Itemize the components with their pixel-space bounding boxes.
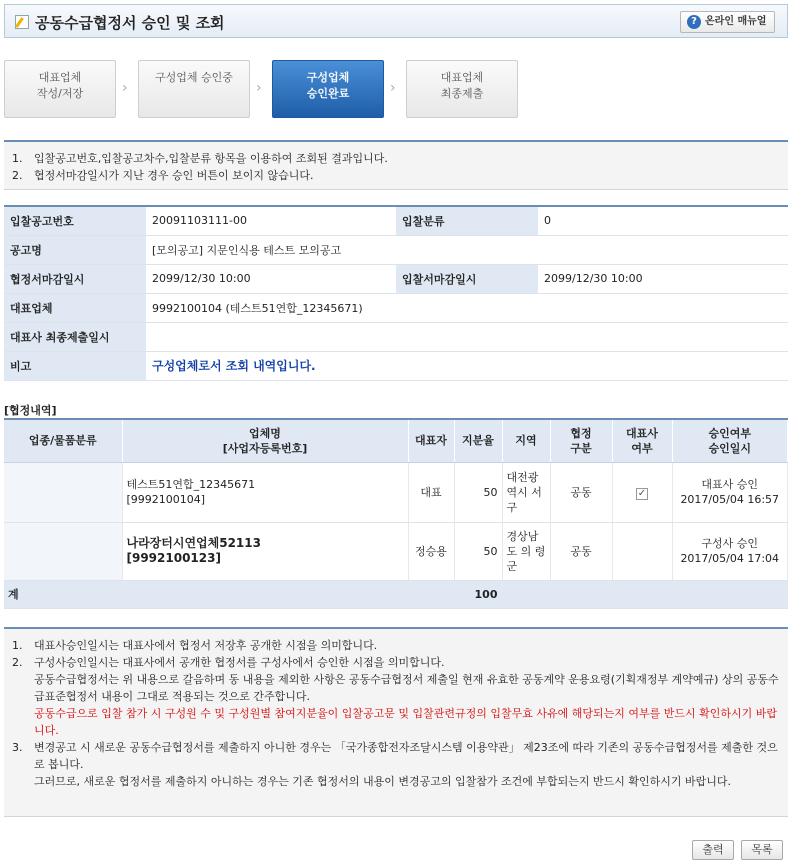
cell-type: 공동 [550, 462, 612, 522]
col-company [122, 419, 408, 462]
col-type-line2: 구분 [570, 441, 592, 455]
col-approval-line1: 승인여부 [708, 426, 751, 440]
notice-item [12, 739, 780, 773]
notice-item [12, 654, 780, 671]
notice-name-value: [모의공고] 지문인식용 테스트 모의공고 [146, 235, 788, 264]
notice-number [12, 705, 34, 739]
total-row [4, 580, 788, 608]
table-row [4, 462, 788, 522]
cell-share: 50 [454, 522, 502, 580]
rep-company-label: 대표업체 [4, 293, 146, 322]
online-manual-button[interactable] [680, 11, 775, 33]
agreement-table [4, 418, 788, 609]
total-share: 100 [454, 580, 502, 608]
cell-category [4, 462, 122, 522]
cell-category [4, 522, 122, 580]
notice-bottom [4, 627, 788, 817]
approval-status: 대표사 승인 [701, 478, 759, 491]
help-icon: ? [687, 15, 701, 29]
col-type [550, 419, 612, 462]
cell-region: 대전광 역시 서구 [502, 462, 550, 522]
page-title: 공동수급협정서 승인 및 조회 [35, 14, 225, 32]
bid-deadline-value: 2099/12/30 10:00 [538, 264, 788, 293]
pencil-icon [15, 15, 29, 29]
page-header [4, 4, 788, 38]
step-label: 승인완료 [306, 87, 350, 100]
total-empty [550, 580, 612, 608]
rep-checkbox[interactable]: ✓ [637, 487, 647, 499]
notice-number: 2. [12, 656, 23, 669]
total-empty [122, 580, 408, 608]
bid-no-label: 입찰공고번호 [4, 206, 146, 235]
notice-number: 1. [12, 639, 23, 652]
step-rep-final-submit [406, 60, 518, 118]
notice-top [4, 140, 788, 190]
notice-text: 입찰공고번호,입찰공고차수,입찰분류 항목을 이용하여 조회된 결과입니다. [34, 152, 388, 165]
cell-rep [612, 462, 672, 522]
cell-share: 50 [454, 462, 502, 522]
cell-ceo: 대표 [408, 462, 454, 522]
notice-item [12, 167, 780, 184]
bid-info-table [4, 205, 788, 381]
col-category: 업종/물품분류 [4, 419, 122, 462]
bid-class-label: 입찰분류 [396, 206, 538, 235]
table-row [4, 522, 788, 580]
progress-steps [4, 60, 788, 120]
notice-text: 구성사승인일시는 대표사에서 공개한 협정서를 구성사에서 승인한 시점을 의미합니다. [34, 656, 445, 669]
notice-text: 대표사승인일시는 대표사에서 협정서 저장후 공개한 시점을 의미합니다. [34, 639, 378, 652]
col-share: 지분율 [454, 419, 502, 462]
chevron-right-icon: › [122, 80, 128, 96]
agreement-deadline-label: 협정서마감일시 [4, 264, 146, 293]
total-label: 계 [4, 580, 122, 608]
step-label: 대표업체 [38, 71, 82, 84]
notice-text: 공동수급협정서는 위 내용으로 갈음하며 동 내용을 제외한 사항은 공동수급협정서 제출일 현재 유효한 공동계약 운용요령(기획재정부 계약예규) 상의 공동수급표준협정서 내용이 그대로 적용되는 것으로 간주합니다. [34, 673, 779, 703]
step-label: 구성업체 [306, 71, 350, 84]
agreement-deadline-value: 2099/12/30 10:00 [146, 264, 396, 293]
remark-label: 비고 [4, 351, 146, 380]
chevron-right-icon: › [390, 80, 396, 96]
step-label: 최종제출 [440, 87, 484, 100]
bid-deadline-label: 입찰서마감일시 [396, 264, 538, 293]
col-ceo: 대표자 [408, 419, 454, 462]
notice-name-label: 공고명 [4, 235, 146, 264]
notice-item [12, 150, 780, 167]
company-name: 나라장터시연업체52113 [126, 536, 261, 550]
print-button[interactable]: 출력 [692, 840, 734, 860]
cell-approval [672, 462, 788, 522]
list-button[interactable]: 목록 [741, 840, 783, 860]
total-empty [672, 580, 788, 608]
total-empty [408, 580, 454, 608]
step-rep-draft [4, 60, 116, 118]
notice-text: 변경공고 시 새로운 공동수급협정서를 제출하지 아니한 경우는 「국가종합전자조달시스템 이용약관」 제23조에 따라 기존의 공동수급협정서를 제출한 것으로 봅니다. [34, 741, 778, 771]
notice-item [12, 671, 780, 705]
col-approval-line2: 승인일시 [708, 441, 751, 455]
notice-text: 협정서마감일시가 지난 경우 승인 버튼이 보이지 않습니다. [34, 169, 314, 182]
cell-type: 공동 [550, 522, 612, 580]
table-header-row [4, 419, 788, 462]
final-submit-value [146, 322, 788, 351]
company-name: 테스트51연합_12345671 [126, 478, 256, 491]
col-region: 지역 [502, 419, 550, 462]
step-member-approved [272, 60, 384, 118]
chevron-right-icon: › [256, 80, 262, 96]
notice-number [12, 671, 34, 705]
cell-company [122, 522, 408, 580]
online-manual-label: 온라인 매뉴얼 [705, 16, 767, 27]
section-label: [협정내역] [4, 404, 57, 417]
total-empty [612, 580, 672, 608]
approval-status: 구성사 승인 [701, 537, 759, 550]
step-label: 작성/저장 [36, 87, 84, 100]
rep-company-value: 9992100104 (테스트51연합_12345671) [146, 293, 788, 322]
bid-no-value: 20091103111-00 [146, 206, 396, 235]
cell-approval [672, 522, 788, 580]
col-type-line1: 협정 [570, 426, 592, 440]
approval-time: 2017/05/04 16:57 [680, 493, 780, 506]
notice-number: 3. [12, 741, 23, 754]
company-reg-no: [9992100123] [126, 551, 221, 565]
notice-number: 2. [12, 169, 23, 182]
cell-region: 경상남 도 의 령군 [502, 522, 550, 580]
notice-number: 1. [12, 152, 23, 165]
notice-number [12, 773, 34, 790]
notice-item [12, 637, 780, 654]
bid-class-value: 0 [538, 206, 788, 235]
notice-warning-text: 공동수급으로 입찰 참가 시 구성원 수 및 구성원별 참여지분율이 입찰공고문 및 입찰관련규정의 입찰무효 사유에 해당되는지 여부를 반드시 확인하시기 바랍니다. [34, 707, 777, 737]
col-company-line2: [사업자등록번호] [222, 441, 308, 455]
cell-ceo: 정승용 [408, 522, 454, 580]
notice-text: 그러므로, 새로운 협정서를 제출하지 아니하는 경우는 기존 협정서의 내용이 변경공고의 입찰참가 조건에 부합되는지 반드시 확인하시기 바랍니다. [34, 775, 731, 788]
col-rep-line1: 대표사 [626, 426, 658, 440]
final-submit-label: 대표사 최종제출일시 [4, 322, 146, 351]
col-company-line1: 업체명 [249, 426, 281, 440]
remark-value: 구성업체로서 조회 내역입니다. [146, 351, 788, 380]
approval-time: 2017/05/04 17:04 [680, 552, 780, 565]
step-label: 대표업체 [440, 71, 484, 84]
cell-company [122, 462, 408, 522]
company-reg-no: [9992100104] [126, 493, 206, 506]
cell-rep [612, 522, 672, 580]
notice-item [12, 705, 780, 739]
step-member-approving [138, 60, 250, 118]
total-empty [502, 580, 550, 608]
col-approval [672, 419, 788, 462]
notice-item [12, 773, 780, 790]
col-rep-line2: 여부 [631, 441, 653, 455]
step-label: 구성업체 승인중 [155, 71, 233, 84]
col-rep [612, 419, 672, 462]
